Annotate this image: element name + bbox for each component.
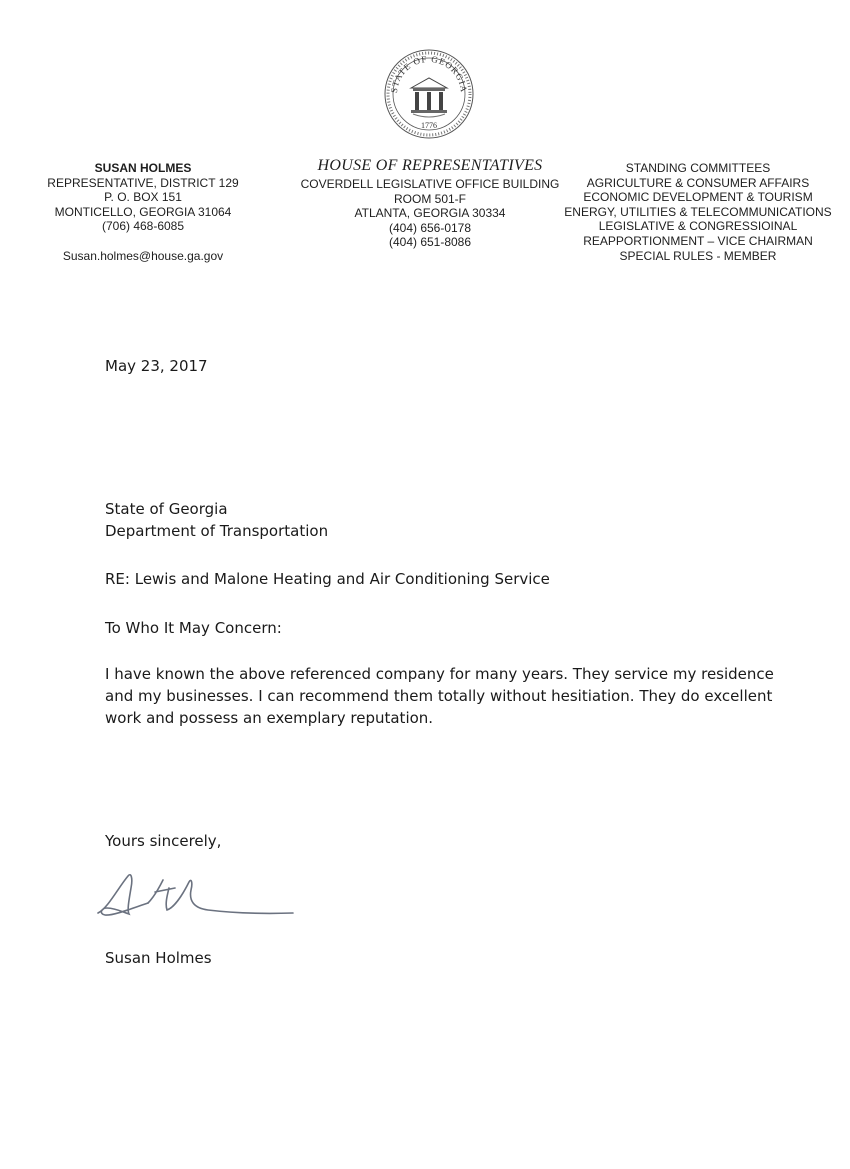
committee-item: ENERGY, UTILITIES & TELECOMMUNICATIONS bbox=[564, 204, 832, 219]
po-box: P. O. BOX 151 bbox=[104, 190, 182, 205]
recipient-line-1: State of Georgia bbox=[105, 500, 228, 518]
committee-item: LEGISLATIVE & CONGRESSIOINAL bbox=[598, 219, 798, 234]
committee-item: AGRICULTURE & CONSUMER AFFAIRS bbox=[586, 175, 810, 190]
salutation: To Who It May Concern: bbox=[105, 619, 282, 637]
letter-body-paragraph: I have known the above referenced company for many years. They service my residence and my businesses. I can recommend them totally without hesitiation. They do excellent work and possess an exemplary reputation. bbox=[105, 665, 774, 727]
recipient-line-2: Department of Transportation bbox=[105, 522, 329, 540]
office-phone-1: (404) 656-0178 bbox=[388, 220, 472, 235]
seal-year: 1776 bbox=[421, 121, 437, 130]
committees-heading: STANDING COMMITTEES bbox=[625, 161, 771, 175]
office-phone-2: (404) 651-8086 bbox=[388, 235, 472, 250]
home-city: MONTICELLO, GEORGIA 31064 bbox=[54, 204, 232, 219]
handwritten-signature bbox=[93, 858, 303, 928]
chamber-title: HOUSE OF REPRESENTATIVES bbox=[317, 157, 543, 174]
representative-title: REPRESENTATIVE, DISTRICT 129 bbox=[47, 175, 239, 190]
committees-list bbox=[548, 161, 848, 263]
signer-name: Susan Holmes bbox=[105, 949, 212, 967]
committee-item: ECONOMIC DEVELOPMENT & TOURISM bbox=[583, 190, 813, 205]
office-info bbox=[270, 157, 590, 250]
letter-date: May 23, 2017 bbox=[105, 357, 208, 375]
office-building: COVERDELL LEGISLATIVE OFFICE BUILDING bbox=[300, 177, 560, 191]
closing: Yours sincerely, bbox=[105, 832, 222, 850]
committee-item: REAPPORTIONMENT – VICE CHAIRMAN bbox=[583, 233, 813, 248]
home-phone: (706) 468-6085 bbox=[101, 219, 185, 234]
state-seal bbox=[383, 48, 475, 140]
committee-item: SPECIAL RULES - MEMBER bbox=[619, 248, 777, 263]
representative-info bbox=[20, 161, 266, 264]
email-address: Susan.holmes@house.ga.gov bbox=[62, 248, 224, 263]
office-city: ATLANTA, GEORGIA 30334 bbox=[354, 206, 506, 221]
office-room: ROOM 501-F bbox=[393, 191, 466, 206]
subject-line: RE: Lewis and Malone Heating and Air Conditioning Service bbox=[105, 570, 550, 588]
seal-text: STATE OF GEORGIA bbox=[388, 53, 470, 94]
representative-name: SUSAN HOLMES bbox=[94, 161, 192, 175]
